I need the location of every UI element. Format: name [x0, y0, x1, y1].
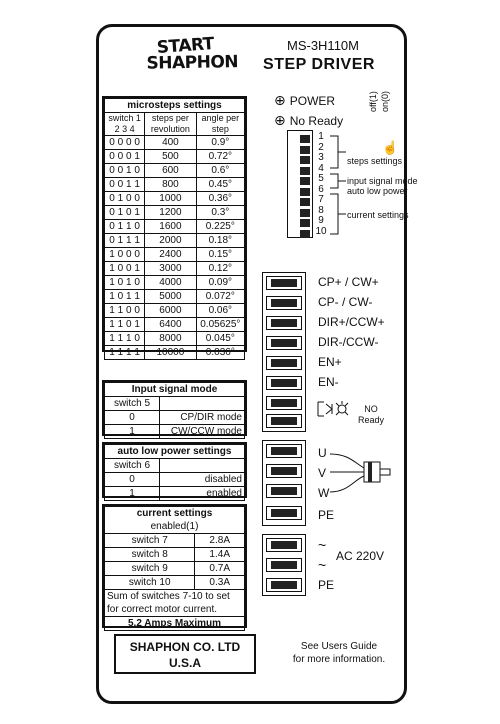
microsteps-row: 0 0 1 0 600 0.6°	[105, 164, 245, 178]
microsteps-title: microsteps settings	[105, 99, 245, 113]
label-en-plus: EN+	[318, 355, 342, 369]
dip-switch-7[interactable]	[300, 198, 310, 206]
microsteps-row: 1 0 0 0 2400 0.15°	[105, 248, 245, 262]
model-number: MS-3H110M	[286, 38, 359, 53]
alarm-label: NO Ready	[358, 404, 385, 425]
power-led: ⊕ POWER	[274, 93, 336, 109]
hand-pointer-icon: ☝	[382, 140, 399, 155]
microsteps-row: 0 0 1 1 800 0.45°	[105, 178, 245, 192]
dip-switch-4[interactable]	[300, 167, 310, 175]
label-cp-minus: CP- / CW-	[318, 295, 373, 309]
microsteps-row: 1 1 1 1 10000 0.036°	[105, 346, 245, 360]
terminal-alarm-1[interactable]	[266, 396, 302, 410]
microsteps-row: 1 0 1 1 5000 0.072°	[105, 290, 245, 304]
dip-switch-9[interactable]	[300, 219, 310, 227]
users-guide-note: See Users Guide for more information.	[292, 641, 386, 665]
current-settings-label: current settings	[347, 210, 409, 220]
terminal-en-plus[interactable]	[266, 356, 302, 370]
power-terminal-block	[262, 534, 306, 596]
terminal-ac-2[interactable]	[266, 558, 302, 572]
terminal-cp-plus[interactable]	[266, 276, 302, 290]
label-ac-2: ~	[318, 557, 327, 573]
dip-switch-5[interactable]	[300, 177, 310, 185]
terminal-w[interactable]	[266, 484, 302, 498]
input-mode-table: Input signal mode switch 5 0 CP/DIR mode 1 CW/CCW mode	[104, 382, 245, 439]
input-auto-label: input signal mode auto low power	[347, 176, 418, 196]
dip-switch-3[interactable]	[300, 156, 310, 164]
microsteps-rows	[105, 136, 245, 360]
terminal-power-pe[interactable]	[266, 578, 302, 592]
terminal-v[interactable]	[266, 464, 302, 478]
on-label: on(0)	[380, 90, 390, 112]
steps-settings-label: steps settings	[347, 156, 403, 166]
current-table: current settings enabled(1) switch 7 2.8A switch 8 1.4A switch 9 0.7A switch 10 0.3A Sum of switches 7-10 to set for correct motor current. 5.2 Amps Maximum	[104, 506, 245, 631]
microsteps-row: 0 0 0 1 500 0.72°	[105, 150, 245, 164]
terminal-u[interactable]	[266, 444, 302, 458]
label-dir-minus: DIR-/CCW-	[318, 335, 379, 349]
dip-switch-1[interactable]	[300, 135, 310, 143]
microsteps-row: 1 0 1 0 4000 0.09°	[105, 276, 245, 290]
label-dir-plus: DIR+/CCW+	[318, 315, 385, 329]
dip-switch-8[interactable]	[300, 209, 310, 217]
microsteps-row: 1 1 0 0 6000 0.06°	[105, 304, 245, 318]
label-motor-pe: PE	[318, 508, 335, 522]
company-box: SHAPHON CO. LTD U.S.A	[114, 634, 256, 674]
label-power-pe: PE	[318, 578, 335, 592]
device-title: STEP DRIVER	[263, 56, 375, 73]
label-cp-plus: CP+ / CW+	[318, 275, 379, 289]
dip-switch-2[interactable]	[300, 146, 310, 154]
terminal-dir-plus[interactable]	[266, 316, 302, 330]
dip-switch-numbers: 1 2 3 4 5 6 7 8 9 10	[315, 131, 327, 237]
microsteps-row: 0 1 1 0 1600 0.225°	[105, 220, 245, 234]
motor-icon	[328, 446, 394, 498]
dip-switch-6[interactable]	[300, 188, 310, 196]
microsteps-row: 0 1 0 1 1200 0.3°	[105, 206, 245, 220]
dip-switch-block[interactable]	[287, 130, 313, 238]
no-ready-led-icon: ⊕	[274, 113, 286, 129]
label-w: W	[318, 486, 330, 500]
microsteps-row: 0 1 1 1 2000 0.18°	[105, 234, 245, 248]
microsteps-row: 0 1 0 0 1000 0.36°	[105, 192, 245, 206]
auto-low-table: auto low power settings switch 6 0 disabled 1 enabled	[104, 444, 245, 501]
microsteps-row: 1 1 1 0 8000 0.045°	[105, 332, 245, 346]
microsteps-table: microsteps settings switch 1 2 3 4 steps per revolution angle per step 0 0 0 0 400 0.9° 0 0 0 1 500 0.72° 0 0 1 0 600 0.6° 0 0 1 1 800 0.45° 0 1 0 0 1000 0.36° 0 1 0 1 1200 0.3° 0 1 1 0 1600 0.225° 0 1 1 1 2000 0.18° 1 0 0 0 2400 0.15° 1 0 0 1 3000 0.12° 1 0 1 0 4000 0.09° 1 0 1 1 5000 0.072° 1 1 0 0 6000 0.06° 1 1 0 1 6400 0.05625° 1 1 1 0 8000 0.045° 1 1 1 1 10000 0.036°	[104, 98, 245, 360]
terminal-motor-pe[interactable]	[266, 506, 302, 520]
microsteps-row: 1 0 0 1 3000 0.12°	[105, 262, 245, 276]
dip-brackets	[328, 130, 348, 240]
terminal-ac-1[interactable]	[266, 538, 302, 552]
terminal-cp-minus[interactable]	[266, 296, 302, 310]
power-led-icon: ⊕	[274, 93, 286, 109]
optocoupler-icon	[316, 398, 358, 420]
terminal-dir-minus[interactable]	[266, 336, 302, 350]
label-u: U	[318, 446, 327, 460]
dip-switch-10[interactable]	[300, 230, 310, 238]
terminal-en-minus[interactable]	[266, 376, 302, 390]
label-ac-220v: AC 220V	[336, 549, 385, 563]
label-ac-1: ~	[318, 537, 327, 553]
motor-terminal-block	[262, 440, 306, 526]
label-en-minus: EN-	[318, 375, 339, 389]
signal-terminal-block	[262, 272, 306, 432]
label-v: V	[318, 466, 327, 480]
off-label: off(1)	[368, 91, 378, 112]
microsteps-row: 0 0 0 0 400 0.9°	[105, 136, 245, 150]
terminal-alarm-2[interactable]	[266, 414, 302, 428]
brand-logo: START SHAPHON	[146, 34, 239, 74]
microsteps-row: 1 1 0 1 6400 0.05625°	[105, 318, 245, 332]
no-ready-led: ⊕ No Ready	[274, 113, 344, 129]
